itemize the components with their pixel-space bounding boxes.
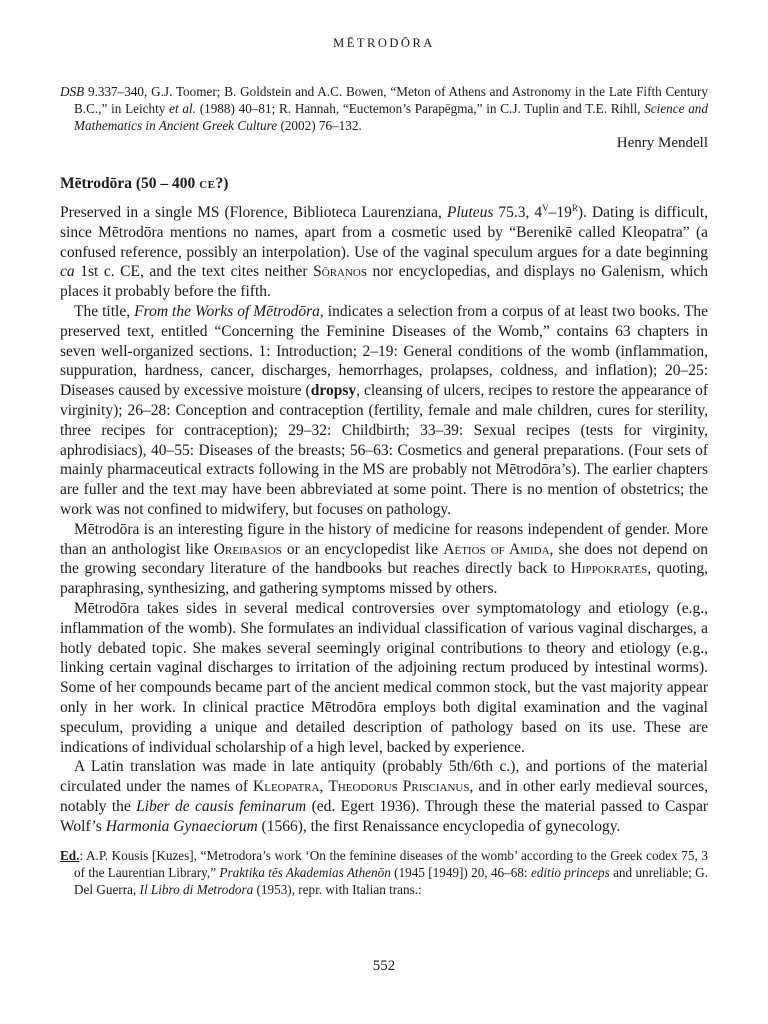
- p3-text-d: , quoting, paraphrasing, synthesizing, and gathering symptoms missed by others.: [60, 560, 708, 598]
- ed-text-d: (1953), repr. with Italian trans.:: [253, 881, 422, 897]
- p1-sup-r: R: [571, 202, 578, 213]
- p2-text-b: , indicates a selection from a corpus of at least two books. The preserved text, entitled “Concerning the Feminine Diseases of the Womb,” contains 63 chapters in seven well-organized sections. 1: Introduction; 2–19: General conditions of the womb (inflammation, suppuration, hardness, cancer, discharges, hemorrhages, prolapses, coldness, and inflation); 20–25: Diseases caused by excessive moisture (: [60, 302, 708, 400]
- p1-text-e: 1st c.: [74, 263, 121, 281]
- p1-ca: ca: [60, 263, 75, 281]
- p5-theodorus: Theodorus Priscianus: [328, 778, 470, 796]
- p1-pluteus: Pluteus: [446, 204, 494, 221]
- bib-book-title: Science and Mathematics in Ancient Greek Culture: [74, 101, 708, 133]
- running-head: MĒTRODŌRA: [333, 36, 435, 50]
- p1-text-a: Preserved in a single MS (Florence, Biblioteca Laurenziana,: [60, 204, 447, 221]
- p1-soranos-link: Sōranos: [313, 263, 367, 281]
- p3-aetios: Aëtios of Amida: [443, 540, 550, 558]
- p1-text-f: , and the text cites neither: [139, 263, 314, 281]
- p5-liber: Liber de causis feminarum: [136, 797, 307, 815]
- page-content: [60, 36, 708, 898]
- ed-libro: Il Libro di Metrodora: [139, 881, 254, 897]
- bibliography-previous-entry: [60, 83, 708, 134]
- entry-suffix: ?): [215, 175, 229, 192]
- p2-text-c: , cleansing of ulcers, recipes to restore the appearance of virginity); 26–28: Conception and contraception (fertility, female and male children, cures for sterility, three recipes for contraception); 29–32: Childbirth; 33–39: Sexual recipes (tests for virginity, aphrodisiacs), 40–55: Diseases of the breasts; 56–63: Cosmetics and general preparations. (Four sets of mainly pharmaceutical extracts following in the MS are probably not Mētrodōra’s). The earlier chapters are fuller and the text may have been abbreviated at some point. There is no mention of obstetrics; the work was not confined to midwifery, but focuses on pathology.: [60, 382, 709, 518]
- p1-text-g: nor encyclopedias, and displays no Galenism, which places it probably before the fifth.: [60, 263, 709, 301]
- p5-text-c: , and in other early medieval sources, notably the: [60, 778, 708, 815]
- p1-sup-v: V: [542, 202, 549, 213]
- p3-text-a: Mētrodōra is an interesting figure in the history of medicine for reasons independent of gender. More than an anthologist like: [60, 520, 708, 558]
- paragraph-5: [60, 757, 708, 836]
- p2-text-a: The title,: [74, 302, 135, 320]
- ed-text-c: and unreliable; G. Del Guerra,: [74, 864, 708, 897]
- p5-kleopatra: Kleopatra: [253, 778, 320, 796]
- p5-text-e: (1566), the first Renaissance encyclopedia of gynecology.: [257, 817, 621, 835]
- editions-section: [60, 847, 708, 898]
- p3-text-b: or an encyclopedist like: [281, 540, 444, 558]
- p5-harmonia: Harmonia Gynaeciorum: [105, 817, 258, 835]
- previous-entry-author: Henry Mendell: [616, 135, 708, 151]
- paragraph-3: [60, 520, 708, 599]
- ed-praktika: Praktika tēs Akademias Athenōn: [219, 864, 391, 880]
- entry-title: [60, 174, 708, 195]
- ed-text-a: : A.P. Kousis [Kuzes], “Metrodora’s work ‘On the feminine diseases of the womb’ according to the Greek codex 75, 3 of the Laurentian Library,”: [74, 847, 708, 880]
- bib-text-3: (2002) 76–132.: [277, 118, 362, 133]
- p3-hippokrates: Hippokratēs: [570, 560, 648, 578]
- p1-text-d: ). Dating is difficult, since Mētrodōra mentions no names, apart from a cosmetic used by “Berenikē called Kleopatra” (a confused reference, possibly an interpolation). Use of the vaginal speculum argues for a date beginning: [60, 204, 709, 261]
- p3-oreibasios: Oreibasios: [213, 540, 282, 558]
- p2-dropsy-crossref: dropsy: [310, 382, 357, 400]
- p3-text-c: , she does not depend on the growing secondary literature of the handbooks but reaches directly back to: [60, 540, 708, 578]
- paragraph-4: Mētrodōra takes sides in several medical controversies over symptomatology and etiology (e.g., inflammation of the womb). She formulates an individual classification of various vaginal discharges, a hotly debated topic. She makes several seemingly original contributions to theory and etiology (e.g., linking certain vaginal discharges to irritation of the adjoining rectum produced by intestinal worms). Some of her compounds became part of the ancient medical common stock, but the vast majority appear only in her work. In clinical practice Mētrodōra employs both digital examination and the vaginal speculum, providing a unique and detailed description of pathology based on its use. These are indications of individual scholarship of a high level, backed by experience.: [60, 599, 708, 756]
- p5-text-d: (ed. Egert 1936). Through these the material passed to Caspar Wolf’s: [60, 797, 708, 835]
- bib-text-2: (1988) 40–81; R. Hannah, “Euctemon’s Parapēgma,” in C.J. Tuplin and T.E. Rihll,: [195, 101, 645, 116]
- p5-text-a: A Latin translation was made in late antiquity (probably 5th/6th c.), and portions of the material circulated under the names of: [60, 758, 708, 796]
- bib-et-al: et al.: [169, 101, 196, 116]
- p1-text-b: 75.3, 4: [493, 204, 543, 221]
- p5-text-b: ,: [319, 778, 329, 796]
- entry-era: CE: [199, 179, 216, 191]
- editions-label: Ed.: [60, 847, 80, 863]
- bib-dsb: DSB: [60, 84, 85, 99]
- p1-ce: CE: [120, 263, 140, 281]
- entry-name: Mētrodōra (50 – 400: [60, 175, 200, 192]
- p2-title-works: From the Works of Mētrodōra: [134, 302, 320, 320]
- ed-text-b: (1945 [1949]) 20, 46–68:: [390, 864, 531, 880]
- page-number: 552: [372, 958, 396, 974]
- ed-princeps: editio princeps: [530, 864, 610, 880]
- p1-text-c: –19: [548, 204, 572, 221]
- bib-text-1: 9.337–340, G.J. Toomer; B. Goldstein and A.C. Bowen, “Meton of Athens and Astronomy in the Late Fifth Century B.C.,” in Leichty: [74, 84, 708, 116]
- paragraph-1: [60, 203, 708, 302]
- paragraph-2: [60, 302, 708, 520]
